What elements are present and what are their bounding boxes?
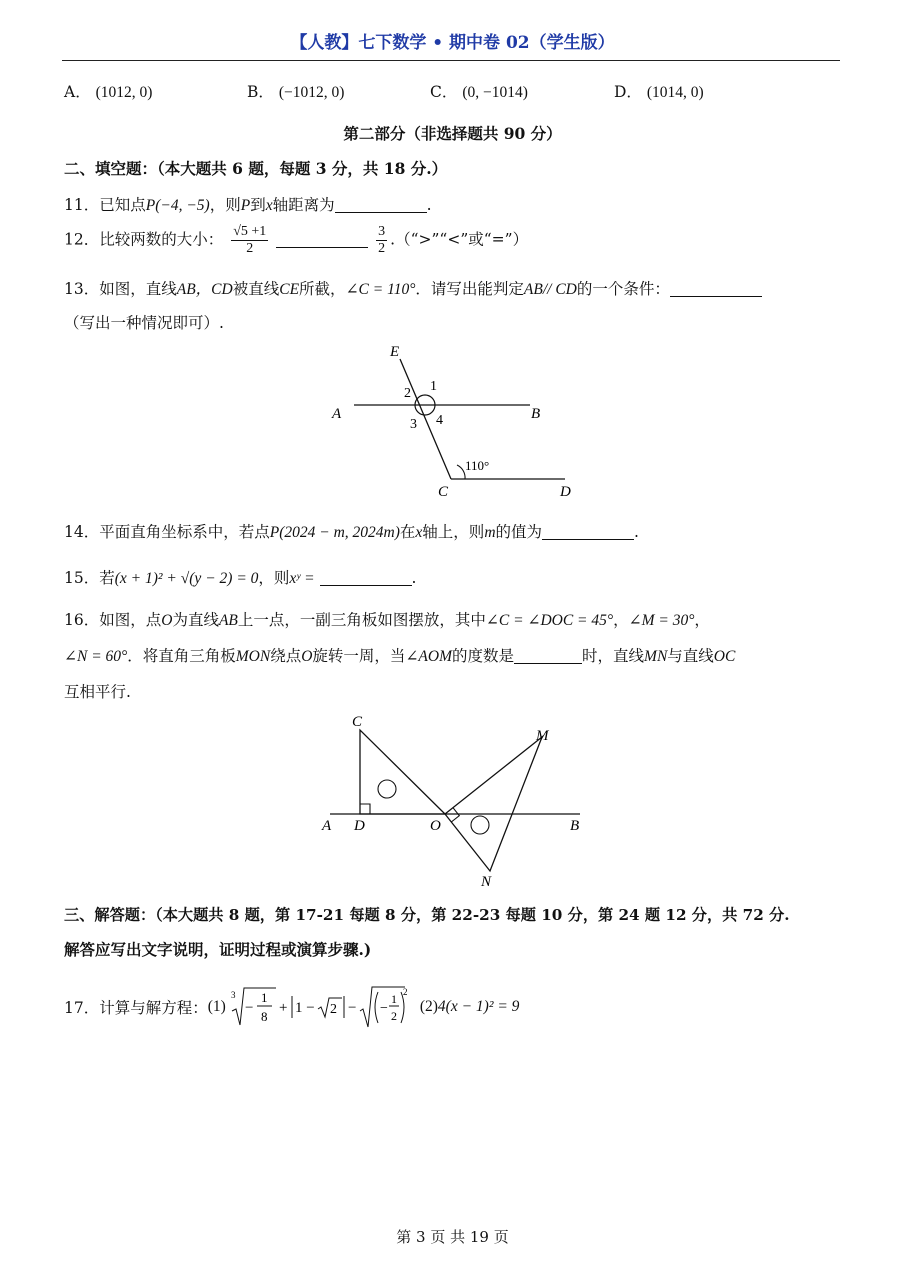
svg-text:1: 1 — [390, 992, 397, 1006]
q11-end: . — [426, 196, 432, 214]
figure-16 — [310, 706, 600, 892]
svg-text:3: 3 — [230, 990, 236, 1000]
q17-part1-label: (1) — [207, 998, 226, 1015]
q14-point: P(2024 − m, 2024m) — [269, 524, 400, 541]
q13-text: 被直线 — [232, 280, 280, 298]
question-16-line1 — [64, 608, 710, 630]
svg-text:−: − — [379, 1001, 388, 1016]
q11-number: 11． — [64, 196, 100, 214]
label-o: O — [430, 818, 441, 834]
label-c: C — [352, 714, 363, 730]
q11-text: 到 — [250, 196, 266, 214]
label-b: B — [570, 818, 580, 834]
q12-number: 12． — [64, 230, 100, 249]
q14-text: 平面直角坐标系中，若点 — [99, 523, 270, 541]
svg-text:−: − — [244, 1000, 254, 1016]
page-footer: 第 3 页 共 19 页 — [396, 1228, 509, 1246]
q16-text: 旋转一周，当 — [312, 647, 406, 665]
q16-text: 如图，点 — [99, 611, 162, 629]
option-d — [614, 80, 704, 102]
q16-text: ．将直角三角板 — [127, 647, 236, 665]
q16-answer-blank[interactable] — [514, 647, 582, 664]
q12-frac2-den: 2 — [378, 241, 386, 257]
q14-number: 14． — [64, 523, 100, 541]
part2-title: 第二部分（非选择题共 90 分） — [343, 124, 562, 143]
q13-text: 的一个条件： — [576, 280, 670, 298]
angle-label-110: 110° — [465, 458, 490, 473]
svg-text:2: 2 — [329, 1002, 337, 1017]
label-n: N — [481, 874, 492, 890]
option-d-value: (1014, 0) — [646, 84, 704, 101]
option-c-value: (0, −1014) — [462, 84, 528, 101]
q14-m: m — [484, 524, 496, 541]
q16-o2: O — [301, 648, 313, 665]
triangle-cod — [360, 730, 445, 814]
q12-frac1-den: 2 — [246, 241, 254, 257]
q11-text: 轴距离为 — [272, 196, 335, 214]
q16-text: 的度数是 — [452, 647, 515, 665]
q16-ab: AB — [218, 612, 238, 629]
q17-part2-label: (2) — [419, 998, 438, 1015]
label-c: C — [438, 484, 449, 500]
svg-text:1 −: 1 − — [294, 1000, 315, 1016]
label-b: B — [531, 406, 541, 422]
q12-hint: .（“>”“<”或“=”） — [390, 230, 529, 249]
q16-o: O — [161, 612, 173, 629]
q13-lines: AB，CD — [176, 281, 233, 298]
q15-expression: (x + 1)² + √(y − 2) = 0 — [114, 570, 259, 587]
section3-heading-line1: 三、解答题：（本大题共 8 题，第 17-21 每题 8 分，第 22-23 每题 10 分，第 24 题 12 分，共 72 分. — [64, 906, 790, 924]
q16-text: 与直线 — [667, 647, 714, 665]
label-a: A — [332, 406, 342, 422]
question-14 — [64, 520, 639, 542]
q12-frac2-num: 3 — [376, 224, 387, 241]
q16-eq1: ∠C = ∠DOC = 45° — [485, 612, 614, 629]
option-a — [64, 80, 152, 102]
angle-c-arc — [457, 465, 465, 479]
question-17 — [64, 985, 519, 1029]
question-16-line2 — [64, 644, 735, 666]
svg-text:−: − — [347, 1000, 357, 1016]
q17-part1-expression — [230, 985, 408, 1029]
q11-point: P(−4, −5) — [145, 197, 210, 214]
q12-answer-blank[interactable] — [276, 231, 368, 248]
q13-text: 所截， — [299, 280, 346, 298]
question-15 — [64, 566, 416, 588]
q11-answer-blank[interactable] — [335, 196, 427, 213]
triangle-hole-1 — [378, 780, 396, 798]
option-a-label: A． — [64, 83, 91, 101]
q13-ce: CE — [279, 281, 300, 298]
page-header-title: 【人教】七下数学 • 期中卷 02（学生版） — [290, 33, 615, 53]
svg-text:8: 8 — [260, 1009, 268, 1024]
q15-answer-blank[interactable] — [320, 569, 412, 586]
q13-line2: （写出一种情况即可）. — [64, 314, 224, 332]
q12-fraction-1 — [231, 224, 268, 257]
label-d: D — [560, 484, 571, 500]
q15-text: 若 — [99, 569, 115, 587]
q12-frac1-num: √5 +1 — [231, 224, 268, 241]
q12-fraction-2 — [376, 224, 387, 257]
question-12 — [64, 224, 528, 257]
option-b-value: (−1012, 0) — [278, 84, 345, 101]
q15-text: ，则 — [258, 569, 290, 587]
q16-eq2: ∠M = 30° — [628, 612, 695, 629]
figure-13 — [320, 338, 590, 508]
q13-answer-blank[interactable] — [670, 280, 762, 297]
q14-answer-blank[interactable] — [542, 523, 634, 540]
q15-end: . — [411, 569, 417, 587]
triangle-mon — [445, 737, 542, 871]
q13-text: 如图，直线 — [99, 280, 177, 298]
q16-sep: ， — [613, 611, 629, 629]
q15-power: xʸ = — [289, 570, 315, 587]
header-divider — [62, 60, 840, 61]
right-angle-d — [360, 804, 370, 814]
q16-aom: ∠AOM — [405, 648, 452, 665]
q16-eq3: ∠N = 60° — [64, 648, 128, 665]
option-c-label: C． — [430, 83, 458, 101]
section2-heading: 二、填空题：（本大题共 6 题，每题 3 分，共 18 分.） — [64, 159, 448, 178]
q16-oc: OC — [713, 648, 736, 665]
q11-x: x — [265, 197, 273, 214]
angle-label-4: 4 — [436, 413, 443, 428]
option-d-label: D． — [614, 83, 642, 101]
q13-parallel: AB// CD — [523, 281, 577, 298]
angle-label-2: 2 — [404, 386, 411, 401]
angle-label-1: 1 — [430, 379, 437, 394]
q11-text: 已知点 — [99, 196, 146, 214]
label-m: M — [536, 728, 549, 744]
triangle-hole-2 — [471, 816, 489, 834]
question-11 — [64, 193, 432, 215]
q16-comma: ， — [694, 611, 710, 629]
q15-number: 15． — [64, 569, 100, 587]
q17-number: 17． — [64, 999, 100, 1017]
q17-text: 计算与解方程： — [99, 999, 208, 1017]
q16-text: 为直线 — [172, 611, 219, 629]
q14-text: 的值为 — [495, 523, 543, 541]
label-e: E — [390, 344, 400, 360]
q11-text: ，则 — [209, 196, 241, 214]
svg-text:2: 2 — [402, 987, 408, 997]
q13-text: ．请写出能判定 — [415, 280, 524, 298]
angle-label-3: 3 — [410, 417, 417, 432]
option-b-label: B． — [247, 83, 274, 101]
option-c — [430, 80, 528, 102]
q16-text: 上一点，一副三角板如图摆放，其中 — [237, 611, 486, 629]
svg-text:+: + — [278, 1000, 288, 1016]
q16-mn: MN — [644, 648, 668, 665]
svg-text:2: 2 — [390, 1009, 397, 1023]
q16-text: 时，直线 — [582, 647, 645, 665]
label-d: D — [354, 818, 365, 834]
q14-x: x — [415, 524, 423, 541]
option-a-value: (1012, 0) — [95, 84, 153, 101]
section3-heading-line2: 解答应写出文字说明，证明过程或演算步骤.) — [64, 940, 372, 959]
q14-text: 在 — [399, 523, 416, 541]
q17-part2-equation: 4(x − 1)² = 9 — [437, 998, 520, 1015]
q12-text: 比较两数的大小： — [99, 230, 224, 249]
q16-text: 绕点 — [270, 647, 302, 665]
question-13 — [64, 277, 762, 299]
q13-number: 13． — [64, 280, 100, 298]
q16-number: 16． — [64, 611, 100, 629]
svg-text:1: 1 — [260, 990, 268, 1005]
q14-end: . — [634, 523, 639, 541]
label-a: A — [322, 818, 332, 834]
q16-mon: MON — [235, 648, 271, 665]
right-angle-o — [451, 808, 459, 822]
q11-p: P — [240, 197, 251, 214]
q13-angle: ∠C = 110° — [345, 281, 416, 298]
option-b — [247, 80, 344, 102]
question-16-line3: 互相平行. — [64, 683, 131, 701]
line-ce — [400, 359, 451, 479]
q14-text: 轴上，则 — [422, 523, 485, 541]
